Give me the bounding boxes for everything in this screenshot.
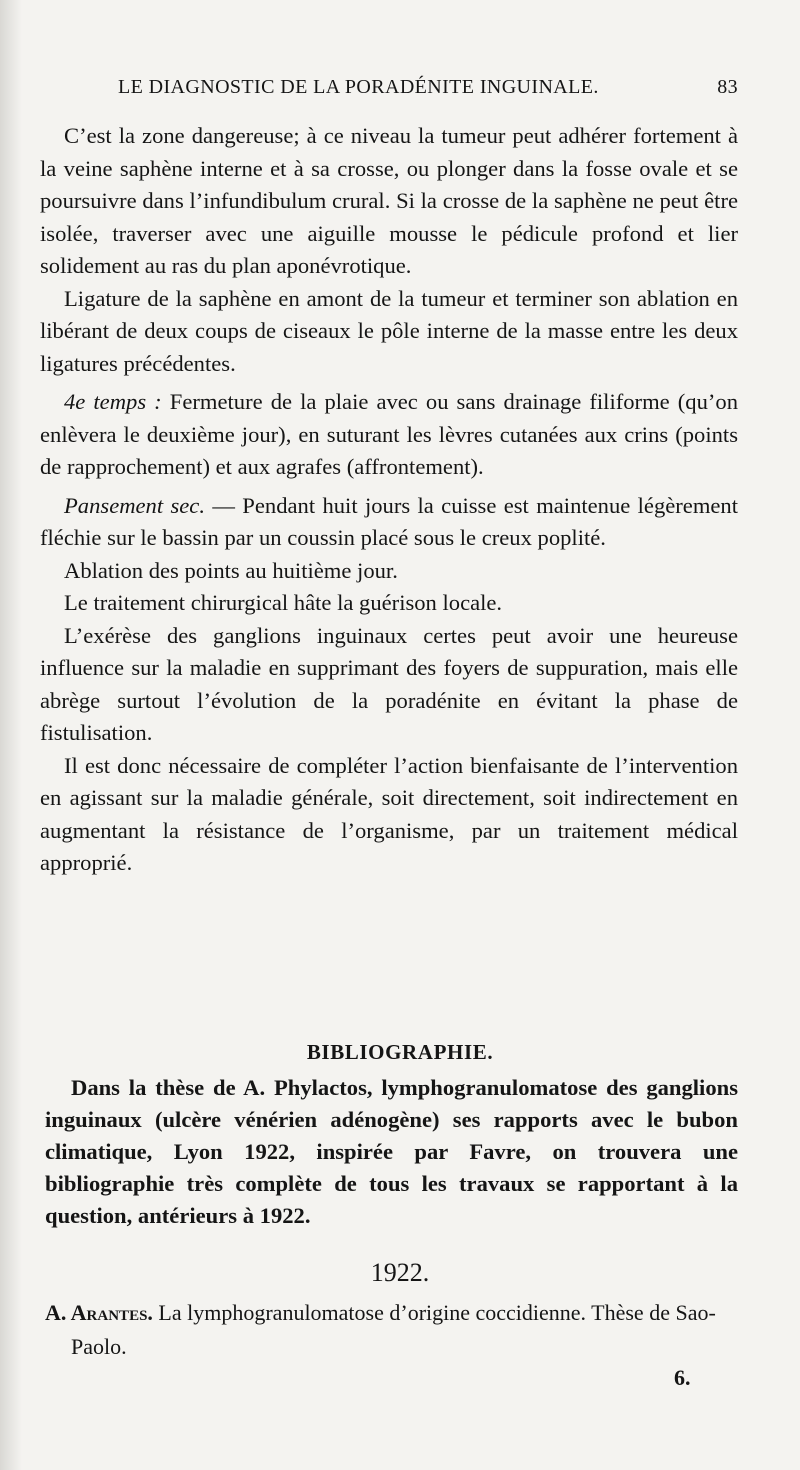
paragraph-3-text: Fermeture de la plaie avec ou sans drainage filiforme (qu’on enlèvera le deuxième jour), en suturant les lèvres cutanées aux crins (points de rapprochement) et aux agrafes (affrontement).	[40, 389, 738, 479]
reference-text: La lymphogranulomatose d’origine coccidienne. Thèse de Sao-Paolo.	[71, 1300, 716, 1359]
signature-mark: 6.	[674, 1365, 691, 1390]
page-number: 83	[717, 76, 738, 98]
main-text	[40, 120, 738, 880]
paragraph-2	[40, 283, 738, 381]
reference-entry	[45, 1296, 738, 1364]
reference-list	[45, 1296, 738, 1364]
step-label: 4e temps :	[64, 389, 162, 414]
paragraph-3	[40, 386, 738, 484]
paragraph-7: L’exérèse des ganglions inguinaux certes peut avoir une heureuse influence sur la maladie en supprimant des foyers de suppuration, mais elle abrège surtout l’évolution de la poradénite en évitant la phase de fistulisation.	[40, 622, 738, 745]
paragraph-5: Ablation des points au huitième jour.	[64, 557, 398, 583]
paragraph-4-text: — Pendant huit jours la cuisse est maintenue légèrement fléchie sur le bassin par un coussin placé sous le creux poplité.	[40, 492, 739, 550]
page-edge-shadow	[0, 0, 22, 1470]
dressing-label: Pansement sec.	[64, 492, 205, 518]
paragraph-6: Le traitement chirurgical hâte la guérison locale.	[64, 590, 503, 615]
bibliography-heading: BIBLIOGRAPHIE.	[306, 1040, 494, 1064]
reference-author: A. Arantes.	[45, 1300, 153, 1325]
paragraph-1: C’est la zone dangereuse; à ce niveau la tumeur peut adhérer fortement à la veine saphène interne et à sa crosse, ou plonger dans la fosse ovale et se poursuivre dans l’infundibulum crural. Si la crosse de la saphène ne peut être isolée, traverser avec une aiguille mousse le pédicule profond et lier solidement au ras du plan aponévrotique.	[40, 123, 738, 278]
bibliography-year: 1922.	[370, 1258, 430, 1287]
paragraph-4	[40, 490, 738, 555]
paragraph-2-text: Ligature de la saphène en amont de la tumeur et terminer son ablation en libérant de deux coups de ciseaux le pôle interne de la masse entre les deux ligatures précédentes.	[40, 285, 738, 376]
running-header	[118, 76, 738, 106]
bibliography-intro-block	[45, 1072, 738, 1232]
bibliography-intro: Dans la thèse de A. Phylactos, lymphogranulomatose des ganglions inguinaux (ulcère vénérien adénogène) ses rapports avec le bubon climatique, Lyon 1922, inspirée par Favre, on trouvera une bibliographie très complète de tous les travaux se rapportant à la question, antérieurs à 1922.	[45, 1075, 738, 1228]
paragraph-8: Il est donc nécessaire de compléter l’action bienfaisante de l’intervention en agissant sur la maladie générale, soit directement, soit indirectement en augmentant la résistance de l’organisme, par un traitement médical approprié.	[40, 752, 738, 875]
running-title: LE DIAGNOSTIC DE LA PORADÉNITE INGUINALE.	[118, 76, 599, 98]
